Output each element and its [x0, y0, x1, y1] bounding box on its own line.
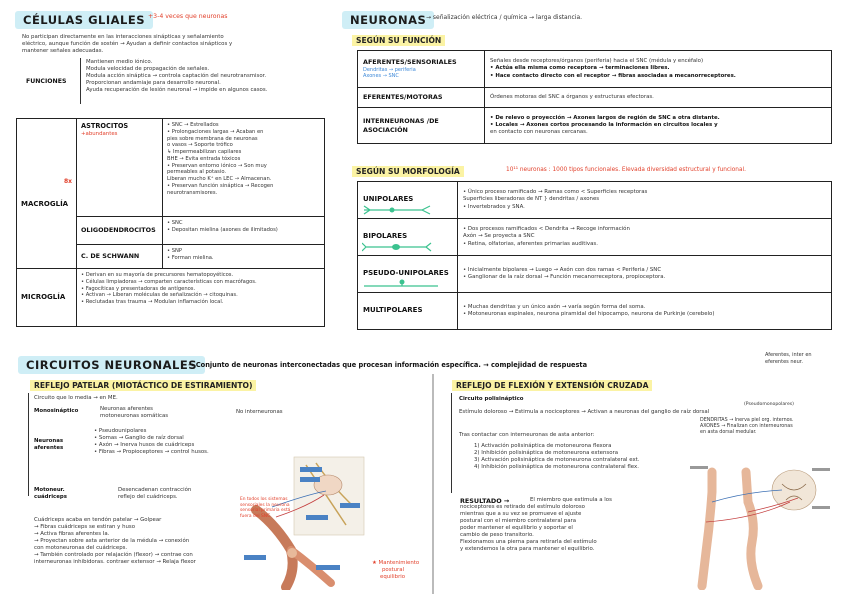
function-item: Modula velocidad de propagación de señales. [86, 66, 210, 73]
intro-line: eléctrico, aunque función de sostén → Ayudan a definir contactos sinápticos y [22, 41, 233, 48]
patellar-note: con motoneuronas del cuádriceps. [34, 545, 128, 552]
function-item: Ayuda recuperación de lesión neuronal → impide en algunos casos. [86, 87, 268, 94]
astrocitos-label: ASTROCITOS [81, 122, 129, 130]
function-item: Modula acción sináptica → controla captación del neurotransmisor. [86, 73, 267, 80]
function-item: Mantienen medio iónico. [86, 59, 153, 65]
moto-label [34, 487, 67, 501]
row-name: AFERENTES/SENSORIALES [363, 57, 457, 66]
morph-desc-line: Axón → Se proyecta a SNC [463, 233, 535, 240]
aff-item: • Axón → Inerva husos de cuádriceps [94, 442, 195, 449]
label-box [340, 503, 360, 508]
result-line: postural con el miembro contralateral para [460, 518, 577, 525]
morph-desc-line: • Muchas dendritas y un único axón → varía según forma del soma. [463, 303, 646, 310]
label-box [300, 467, 322, 472]
glial-intro [22, 34, 232, 55]
schwann-detail: • SNP [167, 248, 183, 254]
row-desc-line: Órdenes motoras del SNC a órganos y estructuras efectoras. [490, 93, 654, 100]
patellar-note: Cuádriceps acaba en tendón patelar → Golpear [34, 517, 162, 523]
row-name: UNIPOLARES [363, 195, 414, 204]
mono-note: No interneuronas [236, 409, 283, 415]
microglia-detail: • Fagocíticas y presentadoras de antígenos. [81, 285, 196, 292]
dendrite-notes [700, 418, 794, 437]
morphology-table [357, 181, 832, 330]
astro-details-cell [163, 119, 325, 217]
label-box [316, 565, 340, 570]
circuits-title: CIRCUITOS NEURONALES [18, 356, 205, 374]
result-line: nociceptores es retirado del estímulo doloroso [460, 504, 585, 511]
moto-desc [118, 487, 191, 501]
left-leg-upper [702, 472, 712, 586]
leg-thigh [256, 510, 293, 587]
patellar-title: REFLEJO PATELAR (MIOTÁCTICO DE ESTIRAMIENTO) [30, 380, 256, 391]
morph-note: 10¹¹ neuronas : 1000 tipos funcionales. Elevada diversidad estructural y funcional. [506, 167, 746, 173]
row-name: EFERENTES/MOTORAS [363, 93, 443, 102]
mono-sub-line: motoneuronas somáticas [100, 413, 169, 420]
flexion-title: REFLEJO DE FLEXIÓN Y EXTENSIÓN CRUZADA [452, 380, 652, 391]
red-note-line: ★ Mantenimiento [372, 560, 420, 566]
morph-desc-line: • Dos procesos ramificados < Dendrita → Recoge información [463, 226, 630, 233]
result-text [460, 497, 612, 553]
aff-label [34, 438, 63, 452]
right-leg [746, 472, 758, 586]
multipolar-desc [458, 293, 832, 330]
patellar-note: interneuronas inhibidoras. contraer extensor → Relaja flexor [34, 559, 196, 566]
patellar-note: → Activa fibras aferentes Ia. [34, 531, 110, 538]
flexion-line [451, 393, 452, 493]
red-note-line: postural [382, 567, 405, 574]
pseudounipolar-key [358, 256, 458, 293]
microglia-detail: • Activan → Liberan moléculas de señalización → citoquinas. [81, 292, 238, 299]
contacts-label: Tras contactar con interneuronas de asta anterior: [459, 432, 595, 438]
by-function-label: SEGÚN SU FUNCIÓN [352, 35, 445, 46]
function-item: Proporcionan andamiaje para desarrollo neuronal. [86, 80, 221, 87]
label-box [300, 477, 320, 482]
mono-sub-line: Neuronas aferentes [100, 406, 153, 412]
knee [287, 548, 297, 558]
microglia-detail: • Derivan en su mayoría de precursores hematopoyéticos. [81, 272, 234, 278]
microglia-detail: • Células limpiadoras → comparten características con macrófagos. [81, 278, 257, 285]
figure-note-line: En todos los sistemas [240, 497, 288, 502]
morph-desc-line: • Motoneuronas espinales, neurona piramidal del hipocampo, neurona de Purkinje (cerebelo) [463, 311, 715, 317]
dendrite-line: AXONES → Finalizan con interneuronas [700, 424, 793, 430]
figure-note-line: sensorial primaria está [240, 508, 291, 514]
moto-label-line: Motoneur. [34, 487, 65, 493]
astro-detail: BHE → Evita entrada tóxicos [167, 155, 241, 162]
mono-sub [100, 406, 168, 420]
neurons-subtitle: → señalización eléctrica / química → larga distancia. [426, 14, 583, 21]
moto-desc-line: Desencadenan contracción [118, 487, 192, 493]
oligo-detail: • Depositan mielina (axones de ilimitados) [167, 226, 278, 233]
row-aferentes-desc [485, 51, 832, 88]
astro-detail: permeables al potasio. [167, 169, 227, 176]
row-desc-line: • Actúa ella misma como receptora → terminaciones libres. [490, 65, 670, 72]
morph-desc-line: • Ganglionar de la raíz dorsal → Función mecanorreceptora, propioceptora. [463, 274, 666, 280]
microglia-label: MICROGLÍA [21, 292, 66, 301]
row-aferentes-key [358, 51, 485, 88]
label-box [306, 515, 328, 520]
moto-label-line: cuádriceps [34, 494, 67, 501]
dendrite-line: en asta dorsal medular. [700, 430, 757, 436]
figure-note-line: sensoriales la neurona [240, 502, 290, 508]
functions-label: FUNCIONES [26, 78, 67, 85]
morph-desc-line: • Invertebrados y SNA. [463, 203, 525, 210]
result-line: El miembro que estimula a los [530, 497, 612, 503]
astro-detail: pies sobre membrana de neuronas [167, 135, 258, 142]
pseudounipolar-neuron-icon [362, 279, 442, 289]
row-name: PSEUDO-UNIPOLARES [363, 269, 449, 278]
result-line: poder mantener el equilibrio y soportar el [460, 525, 573, 532]
row-desc-line: en contacto con neuronas cercanas. [490, 129, 588, 136]
contact-item: 2) Inhibición polisináptica de motoneurona extensora [474, 450, 619, 457]
row-eferentes-desc [485, 88, 832, 108]
row-sub: Dendritas → periferia [363, 66, 416, 73]
row-interneuronas-desc [485, 108, 832, 144]
result-line: cambio de peso transitorio. [460, 532, 534, 539]
schwann-label: C. DE SCHWANN [81, 252, 140, 261]
red-note-line: equilibrio [380, 574, 406, 581]
side-note-line: Aferentes, inter en [765, 352, 812, 358]
flexion-stim-sub: (Pseudomonopolares) [744, 402, 794, 407]
aff-item: • Pseudounipolares [94, 428, 147, 434]
contact-item: 1) Activación polisináptica de motoneurona flexora [474, 443, 612, 449]
result-line: Flexionamos una pierna para retirarla del estímulo [460, 539, 597, 546]
aff-item: • Fibras → Propioceptores → control husos. [94, 449, 209, 456]
macroglia-ratio: 8x [63, 178, 72, 186]
macroglia-label: MACROGLÍA [21, 199, 69, 208]
row-desc-line: • Hace contacto directo con el receptor → fibras asociadas a mecanorreceptores. [490, 72, 736, 79]
mono-label: Monosináptico [34, 408, 79, 414]
aff-label-line: Neuronas [34, 438, 64, 444]
bipolar-neuron-icon [362, 242, 432, 252]
morph-desc-line: • Retina, olfatorias, aferentes primarias auditivas. [463, 240, 598, 247]
row-desc-line: Señales desde receptores/órganos (periferia) hacia el SNC (médula y encéfalo) [490, 58, 704, 65]
glial-title: CÉLULAS GLIALES [15, 11, 153, 29]
red-note [372, 560, 419, 581]
microglia-cell [17, 269, 77, 327]
patellar-note: → También controlado por relajación (flexor) → contrae con [34, 552, 193, 559]
row-desc-line: • De relevo o proyección → Axones largos de región de SNC a otra distante. [490, 114, 720, 121]
astro-detail: • Preservan entorno iónico → Son muy [167, 162, 267, 169]
label-box [812, 506, 830, 509]
figure-note [240, 497, 290, 520]
oligo-name-cell [77, 217, 163, 245]
circuits-side-note [765, 352, 812, 365]
schwann-detail: • Forman mielina. [167, 254, 214, 261]
unipolar-desc [458, 182, 832, 219]
row-name: MULTIPOLARES [363, 306, 423, 315]
oligo-details-cell [163, 217, 325, 245]
moto-desc-line: reflejo del cuádriceps. [118, 494, 178, 501]
schwann-name-cell [77, 245, 163, 269]
schwann-details-cell [163, 245, 325, 269]
astro-detail: Liberan mucho K⁺ en LEC → Almacenan. [167, 176, 272, 182]
astro-detail: • SNC → Estrellados [167, 122, 219, 128]
astro-detail: • Preservan función sináptica → Recogen [167, 182, 274, 189]
row-eferentes-key [358, 88, 485, 108]
morph-desc-line: • Único proceso ramificado → Ramas como < Superficies receptoras [463, 189, 648, 196]
oligo-label: OLIGODENDROCITOS [81, 226, 156, 235]
contacts-list [474, 443, 639, 471]
intro-line: No participan directamente en las interacciones sinápticas y señalamiento [22, 34, 224, 40]
label-box [244, 555, 266, 560]
astro-detail: • Prolongaciones largas → Acaban en [167, 128, 264, 135]
result-label: RESULTADO → [460, 497, 510, 505]
astrocitos-note: +abundantes [81, 130, 118, 137]
bipolar-key [358, 219, 458, 256]
astro-detail: neurotransmisores. [167, 189, 218, 196]
morph-desc-line: • Inicialmente bipolares → Luego → Axón con dos ramas < Periferia / SNC [463, 266, 662, 273]
patellar-line [28, 393, 29, 496]
patellar-notes [34, 517, 196, 566]
result-line: mientras que a su vez se promueve el ajuste [460, 511, 582, 518]
intro-line: mantener señales adecuadas. [22, 48, 104, 55]
column-divider [432, 374, 434, 594]
row-desc-line: • Locales → Axones cortos procesando la información en circuitos locales y [490, 121, 718, 128]
row-sub: Axones → SNC [363, 73, 399, 80]
flexion-circuit: Circuito polisináptico [459, 396, 524, 402]
side-note-line: eferentes neur. [765, 358, 803, 365]
patellar-circuit: Circuito que lo media → en ME. [34, 395, 118, 401]
flexion-stim: Estímulo doloroso → Estimula a nociceptores → Activan a neuronas del ganglio de raíz dorsal [459, 409, 710, 415]
macroglia-cell [17, 119, 77, 269]
function-table [357, 50, 832, 144]
unipolar-key [358, 182, 458, 219]
by-morph-label: SEGÚN SU MORFOLOGÍA [352, 166, 464, 177]
dendrite-line: DENDRITAS → Inerva piel org. internos. [700, 418, 794, 423]
multipolar-key [358, 293, 458, 330]
row-interneuronas-key [358, 108, 485, 144]
microglia-details-cell [77, 269, 325, 327]
aff-label-line: aferentes [34, 445, 64, 452]
morph-desc-line: Superficies liberadoras de NT } dendritas / axones [463, 196, 600, 203]
pseudounipolar-desc [458, 256, 832, 293]
functions-list [86, 59, 267, 94]
flexion-reflex-figure [686, 462, 834, 590]
aff-item: • Somas → Ganglio de raíz dorsal [94, 435, 184, 442]
contact-item: 4) Inhibición polisináptica de motoneurona contralateral flex. [474, 464, 639, 471]
glial-ratio-note: +3-4 veces que neuronas [148, 13, 228, 20]
row-name: INTERNEURONAS /DE ASOCIACIÓN [363, 116, 439, 134]
astro-detail: ↳ Impermeabilizan capilares [167, 149, 242, 155]
circuits-desc: → Conjunto de neuronas interconectadas que procesan información específica. → complejidad de respuesta [188, 361, 588, 369]
label-box [690, 466, 708, 469]
bipolar-desc [458, 219, 832, 256]
figure-note-line: fuera del SNC [240, 514, 271, 520]
aff-list [94, 428, 209, 456]
astro-detail: o vasos → Soporte trófico [167, 142, 233, 149]
glia-table [16, 118, 325, 327]
patellar-note: → Fibras cuádriceps se estiran y huso [34, 524, 136, 531]
unipolar-neuron-icon [362, 205, 432, 215]
row-name: BIPOLARES [363, 232, 408, 241]
label-box [812, 468, 830, 471]
contact-item: 3) Activación polisináptica de motoneurona contralateral ext. [474, 457, 640, 464]
oligo-detail: • SNC [167, 220, 183, 226]
microglia-detail: • Reclutadas tras trauma → Modulan inflamación local. [81, 299, 224, 305]
patellar-reflex-figure [236, 455, 366, 590]
functions-brace [80, 58, 81, 104]
astro-name-cell [77, 119, 163, 217]
neurons-title: NEURONAS [342, 11, 434, 29]
patellar-note: → Proyectan sobre asta anterior de la médula → conexión [34, 538, 190, 545]
result-line: y extendemos la otra para mantener el equilibrio. [460, 546, 595, 553]
